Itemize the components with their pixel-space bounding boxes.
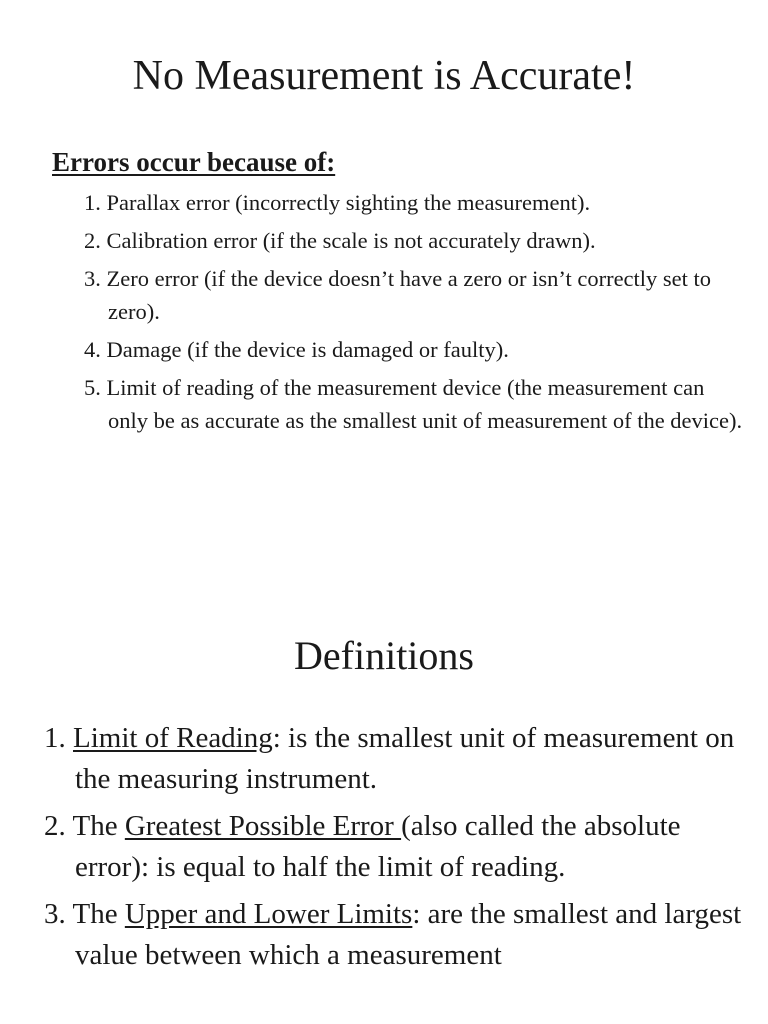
definition-term: Greatest Possible Error: [124, 810, 402, 842]
item-prefix: The: [72, 898, 125, 930]
item-number: 3.: [44, 898, 73, 930]
definition-text: (also called the absolute error): is equal to half the limit of reading.: [75, 810, 681, 883]
list-item: 5. Limit of reading of the measurement device (the measurement can only be as accurate as the smallest unit of measurement of the device).: [84, 375, 743, 433]
definition-text: : is the smallest unit of measurement on the measuring instrument.: [75, 722, 735, 795]
definition-term: Upper and Lower Limits: [124, 898, 413, 930]
item-number: 2.: [44, 810, 73, 842]
slide-title: No Measurement is Accurate!: [132, 53, 636, 99]
list-item: 1. Parallax error (incorrectly sighting the measurement).: [84, 190, 591, 215]
list-item: 4. Damage (if the device is damaged or faulty).: [84, 337, 509, 362]
definitions-list: [44, 718, 744, 982]
list-item: 2. Calibration error (if the scale is not accurately drawn).: [84, 228, 596, 253]
error-causes-list: [84, 186, 744, 442]
errors-subheading: Errors occur because of:: [52, 147, 336, 177]
definition-text: : are the smallest and largest value between which a measurement: [75, 898, 742, 971]
slide-title: Definitions: [294, 633, 474, 678]
definition-item: [44, 718, 744, 800]
item-prefix: The: [72, 810, 125, 842]
definition-term: Limit of Reading: [73, 722, 273, 754]
item-number: 1.: [44, 722, 73, 754]
list-item: 3. Zero error (if the device doesn’t have a zero or isn’t correctly set to zero).: [84, 266, 712, 324]
slide-definitions: [0, 512, 768, 1024]
definition-item: [44, 806, 744, 888]
definition-item: [44, 894, 744, 976]
